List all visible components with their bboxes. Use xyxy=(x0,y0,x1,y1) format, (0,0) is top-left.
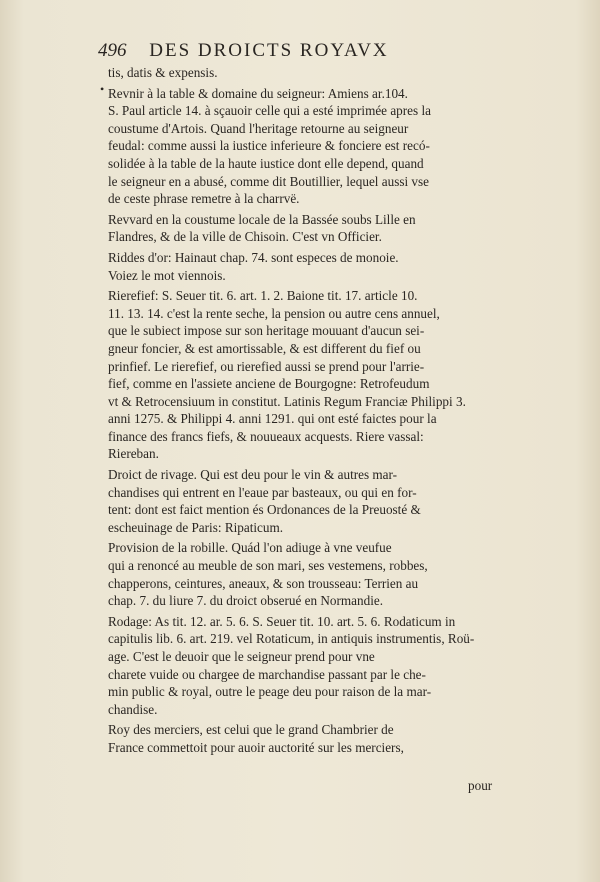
text-line: 11. 13. 14. c'est la rente seche, la pension ou autre cens annuel, xyxy=(108,305,440,321)
text-entry xyxy=(108,466,508,536)
text-line: chandise. xyxy=(108,701,158,717)
text-line: qui a renoncé au meuble de son mari, ses vestemens, robbes, xyxy=(108,558,428,574)
text-body xyxy=(108,64,508,757)
text-line: anni 1275. & Philippi 4. anni 1291. qui ont esté faictes pour la xyxy=(108,411,437,427)
text-entry xyxy=(108,721,508,756)
text-line: de ceste phrase remetre à la charrvë. xyxy=(108,191,300,207)
text-line: Roy des merciers, est celui que le grand Chambrier de xyxy=(108,722,394,738)
text-line: finance des francs fiefs, & nouueaux acquests. Riere vassal: xyxy=(108,428,424,444)
text-line: min public & royal, outre le peage deu pour raison de la mar- xyxy=(108,684,432,700)
text-line: chandises qui entrent en l'eaue par basteaux, ou qui en for- xyxy=(108,484,417,500)
text-line: chap. 7. du liure 7. du droict obserué en Normandie. xyxy=(108,593,384,609)
text-line: gneur foncier, & est amortissable, & est different du fief ou xyxy=(108,340,421,356)
text-line: France commettoit pour auoir auctorité sur les merciers, xyxy=(108,739,404,755)
text-line: Provision de la robille. Quád l'on adiuge à vne veufue xyxy=(108,540,392,556)
text-line: age. C'est le deuoir que le seigneur prend pour vne xyxy=(108,649,375,664)
text-line: S. Paul article 14. à sçauoir celle qui a esté imprimée apres la xyxy=(108,103,431,119)
text-line: Rierefief: S. Seuer tit. 6. art. 1. 2. Baione tit. 17. article 10. xyxy=(108,288,418,304)
text-line: Rodage: As tit. 12. ar. 5. 6. S. Seuer tit. 10. art. 5. 6. Rodaticum in xyxy=(108,613,456,629)
text-line: prinfief. Le rierefief, ou rierefied aussi se prend pour l'arrie- xyxy=(108,358,425,374)
text-line: chapperons, ceintures, aneaux, & son trousseau: Terrien au xyxy=(108,575,419,591)
text-entry xyxy=(108,64,508,82)
margin-marker: • xyxy=(100,82,105,96)
running-header xyxy=(98,40,518,62)
text-line: feudal: comme aussi la iustice inferieure & fonciere est recó- xyxy=(108,138,430,154)
page-number: 496 xyxy=(98,40,127,61)
text-line: fief, comme en l'assiete anciene de Bourgogne: Retrofeudum xyxy=(108,376,430,392)
text-entry xyxy=(108,613,508,719)
text-line: Voiez le mot viennois. xyxy=(108,267,226,283)
text-line: Riddes d'or: Hainaut chap. 74. sont especes de monoie. xyxy=(108,249,399,265)
text-line: capitulis lib. 6. art. 219. vel Rotaticum, in antiquis instrumentis, Roü- xyxy=(108,631,475,647)
text-entry xyxy=(108,539,508,609)
text-line: charete vuide ou chargee de marchandise passant par le che- xyxy=(108,666,426,682)
text-line: escheuinage de Paris: Ripaticum. xyxy=(108,519,284,535)
text-line: coustume d'Artois. Quand l'heritage retourne au seigneur xyxy=(108,120,409,136)
catchword: pour xyxy=(468,778,493,793)
text-line: solidée à la table de la haute iustice dont elle depend, quand xyxy=(108,155,424,171)
text-line: que le subiect impose sur son heritage mouuant d'aucun sei- xyxy=(108,323,425,339)
text-line: tis, datis & expensis. xyxy=(108,65,218,80)
text-line: Flandres, & de la ville de Chisoin. C'est vn Officier. xyxy=(108,229,382,245)
text-line: tent: dont est faict mention és Ordonances de la Preuosté & xyxy=(108,502,421,518)
text-line: vt & Retrocensiuum in constitut. Latinis Regum Franciæ Philippi 3. xyxy=(108,393,466,409)
text-line: Revvard en la coustume locale de la Bassée soubs Lille en xyxy=(108,211,416,227)
text-line: Droict de rivage. Qui est deu pour le vin & autres mar- xyxy=(108,467,398,483)
text-entry xyxy=(108,211,508,246)
text-line: Riereban. xyxy=(108,446,159,462)
running-title: DES DROICTS ROYAVX xyxy=(149,40,389,61)
text-entry xyxy=(108,287,508,463)
text-entry xyxy=(108,249,508,284)
text-entry xyxy=(108,85,508,208)
text-line: le seigneur en a abusé, comme dit Boutillier, lequel aussi vse xyxy=(108,173,430,189)
text-line: Revnir à la table & domaine du seigneur: Amiens ar.104. xyxy=(108,85,408,101)
